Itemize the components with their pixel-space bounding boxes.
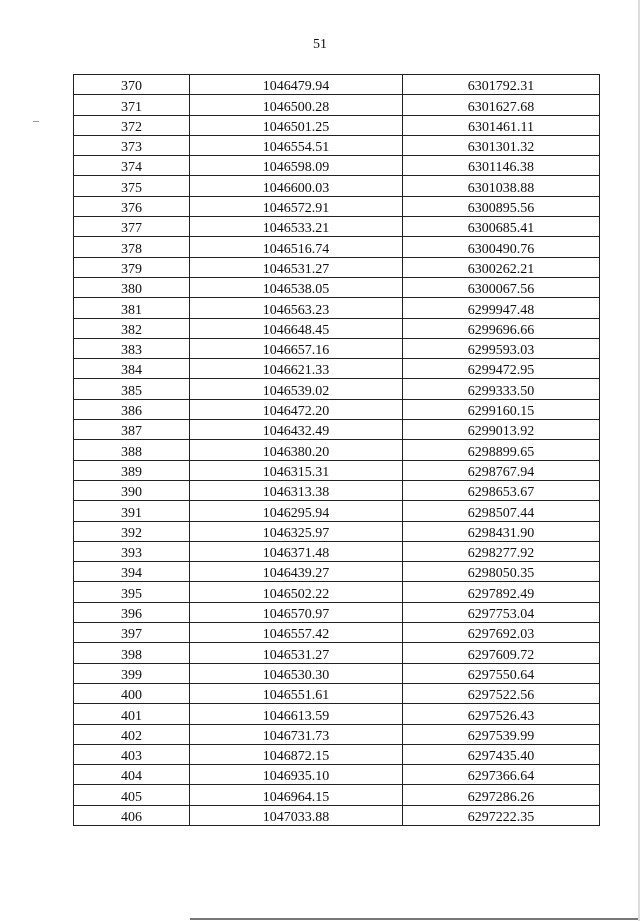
table-row bbox=[74, 521, 600, 541]
x-coordinate-cell: 1046533.21 bbox=[190, 217, 403, 237]
point-number-cell: 375 bbox=[74, 176, 190, 196]
table-row bbox=[74, 643, 600, 663]
table-row bbox=[74, 785, 600, 805]
y-coordinate-cell: 6301461.11 bbox=[403, 115, 600, 135]
table-row bbox=[74, 460, 600, 480]
x-coordinate-cell: 1046935.10 bbox=[190, 765, 403, 785]
table-row bbox=[74, 115, 600, 135]
point-number-cell: 376 bbox=[74, 196, 190, 216]
y-coordinate-cell: 6297435.40 bbox=[403, 744, 600, 764]
x-coordinate-cell: 1046432.49 bbox=[190, 420, 403, 440]
table-row bbox=[74, 196, 600, 216]
y-coordinate-cell: 6300895.56 bbox=[403, 196, 600, 216]
y-coordinate-cell: 6301038.88 bbox=[403, 176, 600, 196]
y-coordinate-cell: 6299593.03 bbox=[403, 338, 600, 358]
point-number-cell: 384 bbox=[74, 359, 190, 379]
table-row bbox=[74, 420, 600, 440]
x-coordinate-cell: 1046501.25 bbox=[190, 115, 403, 135]
x-coordinate-cell: 1046600.03 bbox=[190, 176, 403, 196]
point-number-cell: 386 bbox=[74, 399, 190, 419]
y-coordinate-cell: 6297550.64 bbox=[403, 663, 600, 683]
x-coordinate-cell: 1046613.59 bbox=[190, 704, 403, 724]
x-coordinate-cell: 1046554.51 bbox=[190, 135, 403, 155]
table-row bbox=[74, 663, 600, 683]
table-row bbox=[74, 399, 600, 419]
point-number-cell: 388 bbox=[74, 440, 190, 460]
x-coordinate-cell: 1046295.94 bbox=[190, 501, 403, 521]
table-row bbox=[74, 623, 600, 643]
table-row bbox=[74, 541, 600, 561]
point-number-cell: 390 bbox=[74, 480, 190, 500]
table-row bbox=[74, 277, 600, 297]
table-row bbox=[74, 562, 600, 582]
point-number-cell: 373 bbox=[74, 135, 190, 155]
x-coordinate-cell: 1046516.74 bbox=[190, 237, 403, 257]
y-coordinate-cell: 6297539.99 bbox=[403, 724, 600, 744]
x-coordinate-cell: 1046380.20 bbox=[190, 440, 403, 460]
y-coordinate-cell: 6297692.03 bbox=[403, 623, 600, 643]
point-number-cell: 382 bbox=[74, 318, 190, 338]
y-coordinate-cell: 6297526.43 bbox=[403, 704, 600, 724]
table-row bbox=[74, 602, 600, 622]
x-coordinate-cell: 1046502.22 bbox=[190, 582, 403, 602]
point-number-cell: 405 bbox=[74, 785, 190, 805]
y-coordinate-cell: 6301301.32 bbox=[403, 135, 600, 155]
point-number-cell: 381 bbox=[74, 298, 190, 318]
y-coordinate-cell: 6297366.64 bbox=[403, 765, 600, 785]
table-row bbox=[74, 744, 600, 764]
y-coordinate-cell: 6297222.35 bbox=[403, 805, 600, 825]
x-coordinate-cell: 1046964.15 bbox=[190, 785, 403, 805]
x-coordinate-cell: 1046371.48 bbox=[190, 541, 403, 561]
point-number-cell: 393 bbox=[74, 541, 190, 561]
y-coordinate-cell: 6301627.68 bbox=[403, 95, 600, 115]
y-coordinate-cell: 6299696.66 bbox=[403, 318, 600, 338]
x-coordinate-cell: 1046531.27 bbox=[190, 257, 403, 277]
y-coordinate-cell: 6299472.95 bbox=[403, 359, 600, 379]
table-row bbox=[74, 298, 600, 318]
point-number-cell: 389 bbox=[74, 460, 190, 480]
point-number-cell: 374 bbox=[74, 156, 190, 176]
table-row bbox=[74, 501, 600, 521]
point-number-cell: 406 bbox=[74, 805, 190, 825]
point-number-cell: 401 bbox=[74, 704, 190, 724]
y-coordinate-cell: 6297609.72 bbox=[403, 643, 600, 663]
table-row bbox=[74, 683, 600, 703]
table-row bbox=[74, 480, 600, 500]
bottom-scan-line bbox=[190, 918, 640, 920]
x-coordinate-cell: 1046570.97 bbox=[190, 602, 403, 622]
y-coordinate-cell: 6298767.94 bbox=[403, 460, 600, 480]
y-coordinate-cell: 6298050.35 bbox=[403, 562, 600, 582]
x-coordinate-cell: 1046648.45 bbox=[190, 318, 403, 338]
x-coordinate-cell: 1046479.94 bbox=[190, 75, 403, 95]
y-coordinate-cell: 6299947.48 bbox=[403, 298, 600, 318]
x-coordinate-cell: 1046621.33 bbox=[190, 359, 403, 379]
point-number-cell: 402 bbox=[74, 724, 190, 744]
table-row bbox=[74, 135, 600, 155]
x-coordinate-cell: 1046572.91 bbox=[190, 196, 403, 216]
point-number-cell: 403 bbox=[74, 744, 190, 764]
point-number-cell: 397 bbox=[74, 623, 190, 643]
x-coordinate-cell: 1046531.27 bbox=[190, 643, 403, 663]
table-row bbox=[74, 237, 600, 257]
x-coordinate-cell: 1046657.16 bbox=[190, 338, 403, 358]
point-number-cell: 394 bbox=[74, 562, 190, 582]
x-coordinate-cell: 1046731.73 bbox=[190, 724, 403, 744]
x-coordinate-cell: 1046313.38 bbox=[190, 480, 403, 500]
point-number-cell: 377 bbox=[74, 217, 190, 237]
y-coordinate-cell: 6299160.15 bbox=[403, 399, 600, 419]
table-row bbox=[74, 805, 600, 825]
y-coordinate-cell: 6298653.67 bbox=[403, 480, 600, 500]
table-row bbox=[74, 359, 600, 379]
point-number-cell: 380 bbox=[74, 277, 190, 297]
x-coordinate-cell: 1046872.15 bbox=[190, 744, 403, 764]
point-number-cell: 371 bbox=[74, 95, 190, 115]
x-coordinate-cell: 1046557.42 bbox=[190, 623, 403, 643]
y-coordinate-cell: 6299333.50 bbox=[403, 379, 600, 399]
table-row bbox=[74, 582, 600, 602]
x-coordinate-cell: 1047033.88 bbox=[190, 805, 403, 825]
point-number-cell: 378 bbox=[74, 237, 190, 257]
point-number-cell: 383 bbox=[74, 338, 190, 358]
x-coordinate-cell: 1046472.20 bbox=[190, 399, 403, 419]
y-coordinate-cell: 6297522.56 bbox=[403, 683, 600, 703]
y-coordinate-cell: 6300067.56 bbox=[403, 277, 600, 297]
y-coordinate-cell: 6297892.49 bbox=[403, 582, 600, 602]
point-number-cell: 396 bbox=[74, 602, 190, 622]
table-row bbox=[74, 724, 600, 744]
x-coordinate-cell: 1046551.61 bbox=[190, 683, 403, 703]
point-number-cell: 398 bbox=[74, 643, 190, 663]
point-number-cell: 385 bbox=[74, 379, 190, 399]
x-coordinate-cell: 1046539.02 bbox=[190, 379, 403, 399]
x-coordinate-cell: 1046325.97 bbox=[190, 521, 403, 541]
table-row bbox=[74, 95, 600, 115]
point-number-cell: 387 bbox=[74, 420, 190, 440]
y-coordinate-cell: 6298507.44 bbox=[403, 501, 600, 521]
point-number-cell: 400 bbox=[74, 683, 190, 703]
point-number-cell: 379 bbox=[74, 257, 190, 277]
table-row bbox=[74, 257, 600, 277]
y-coordinate-cell: 6297753.04 bbox=[403, 602, 600, 622]
x-coordinate-cell: 1046315.31 bbox=[190, 460, 403, 480]
y-coordinate-cell: 6300262.21 bbox=[403, 257, 600, 277]
y-coordinate-cell: 6297286.26 bbox=[403, 785, 600, 805]
table-row bbox=[74, 338, 600, 358]
point-number-cell: 392 bbox=[74, 521, 190, 541]
x-coordinate-cell: 1046530.30 bbox=[190, 663, 403, 683]
point-number-cell: 395 bbox=[74, 582, 190, 602]
point-number-cell: 372 bbox=[74, 115, 190, 135]
coordinates-table-body bbox=[74, 75, 600, 826]
table-row bbox=[74, 318, 600, 338]
y-coordinate-cell: 6300490.76 bbox=[403, 237, 600, 257]
point-number-cell: 391 bbox=[74, 501, 190, 521]
y-coordinate-cell: 6298277.92 bbox=[403, 541, 600, 561]
table-row bbox=[74, 765, 600, 785]
page-number: 51 bbox=[313, 37, 327, 52]
y-coordinate-cell: 6301792.31 bbox=[403, 75, 600, 95]
margin-mark bbox=[33, 121, 39, 122]
table-row bbox=[74, 379, 600, 399]
x-coordinate-cell: 1046500.28 bbox=[190, 95, 403, 115]
table-row bbox=[74, 440, 600, 460]
x-coordinate-cell: 1046439.27 bbox=[190, 562, 403, 582]
coordinates-table bbox=[73, 74, 600, 826]
x-coordinate-cell: 1046538.05 bbox=[190, 277, 403, 297]
table-row bbox=[74, 75, 600, 95]
table-row bbox=[74, 156, 600, 176]
y-coordinate-cell: 6301146.38 bbox=[403, 156, 600, 176]
x-coordinate-cell: 1046598.09 bbox=[190, 156, 403, 176]
point-number-cell: 370 bbox=[74, 75, 190, 95]
table-row bbox=[74, 176, 600, 196]
y-coordinate-cell: 6298899.65 bbox=[403, 440, 600, 460]
point-number-cell: 404 bbox=[74, 765, 190, 785]
y-coordinate-cell: 6300685.41 bbox=[403, 217, 600, 237]
y-coordinate-cell: 6298431.90 bbox=[403, 521, 600, 541]
point-number-cell: 399 bbox=[74, 663, 190, 683]
table-row bbox=[74, 704, 600, 724]
x-coordinate-cell: 1046563.23 bbox=[190, 298, 403, 318]
y-coordinate-cell: 6299013.92 bbox=[403, 420, 600, 440]
table-row bbox=[74, 217, 600, 237]
